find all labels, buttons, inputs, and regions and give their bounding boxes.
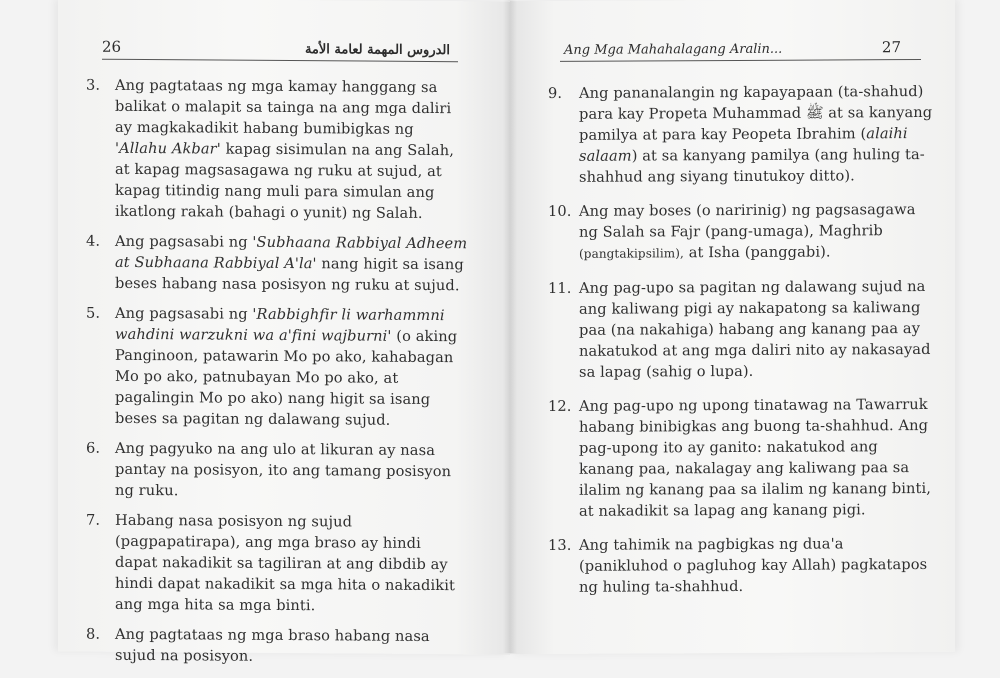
item-text: Ang pag-upo sa pagitan ng dalawang sujud na ang kaliwang pigi ay nakapatong sa kaliwang paa (na nakahiga) habang ang kanang paa ay nakatukod at ang mga daliri nito ay nakasayad sa lapag (sahig o lupa). [579, 277, 931, 381]
left-numbered-list [86, 75, 468, 678]
item-number: 8. [86, 625, 101, 643]
item-number: 7. [86, 511, 101, 529]
italic-text: alaihi salaam [579, 125, 908, 165]
right-page [510, 0, 955, 654]
list-item [86, 438, 468, 504]
right-page-header [560, 35, 921, 62]
list-item [548, 276, 936, 383]
item-text: nang higit sa isang beses habang nasa posisyon ng ruku at sujud. [115, 255, 464, 295]
item-number: 6. [86, 439, 101, 457]
italic-text: 'Allahu Akbar' [115, 139, 221, 158]
item-number: 9. [548, 84, 563, 102]
running-title: الدروس المهمة لعامة الأمة [304, 42, 450, 59]
item-number: 5. [86, 304, 101, 322]
list-item [86, 303, 468, 432]
item-text: Ang pagyuko na ang ulo at likuran ay nasa pantay na posisyon, ito ang tamang posisyon ng ruku. [115, 439, 452, 500]
list-item [86, 510, 468, 618]
item-number: 4. [86, 232, 101, 250]
left-page [58, 0, 510, 665]
list-item [86, 231, 468, 297]
list-item [86, 624, 468, 669]
item-number: 13. [548, 536, 572, 554]
item-text: Ang tahimik na pagbigkas ng dua'a (panikluhod o pagluhog kay Allah) pagkatapos ng huling ta-shahhud. [579, 535, 928, 596]
left-page-header [102, 35, 458, 62]
italic-text: 'Rabbighfir li warhammni wahdini warzukni wa a'fini wajburni' [115, 305, 445, 345]
item-text: Ang pagtataas ng mga braso habang nasa sujud na posisyon. [115, 625, 430, 665]
italic-text: 'Subhaana Rabbiyal Adheem at Subhaana Rabbiyal A'la' [115, 233, 468, 273]
item-number: 3. [86, 76, 101, 94]
item-text: Ang may boses (o naririnig) ng pagsasagawa ng Salah sa Fajr (pang-umaga), Maghrib [579, 201, 916, 241]
item-text: kapag sisimulan na ang Salah, at kapag magsasagawa ng ruku at sujud, at kapag titindig nang muli para simulan ang ikatlong rakah (bahagi o yunit) ng Salah. [115, 140, 454, 222]
item-text: Habang nasa posisyon ng sujud (pagpapatirapa), ang mga braso ay hindi dapat nakadikit sa tagiliran at ang dibdib ay hindi dapat nakadikit sa mga hita o nakadikit ang mga hita sa mga binti. [115, 511, 455, 615]
item-number: 10. [548, 202, 572, 220]
list-item [548, 533, 936, 598]
list-item [86, 75, 468, 225]
item-text: (pangtakipsilim), [579, 246, 684, 261]
item-text: Ang pananalangin ng kapayapaan (ta-shahud) para kay Propeta Muhammad ﷺ at sa kanyang pamilya at para kay Peopeta Ibrahim ( [579, 83, 933, 144]
item-text: Ang pag-upo ng upong tinatawag na Tawarruk habang binibigkas ang buong ta-shahhud. Ang pag-upong ito ay ganito: nakatukod ang kanang paa, nakalagay ang kaliwang paa sa ilalim ng kanang paa sa ilalim ng kanang binti, at nakadikit sa lapag ang kanang pigi. [579, 395, 931, 520]
item-text: Ang pagsasabi ng [115, 232, 253, 251]
list-item [548, 199, 936, 265]
page-number: 27 [881, 38, 901, 57]
book-gutter [503, 0, 517, 653]
item-number: 11. [548, 279, 572, 297]
item-text: ) at sa kanyang pamilya (ang huling ta-shahhud ang siyang tinutukoy ditto). [579, 145, 925, 186]
page-number: 26 [102, 37, 122, 56]
item-text: Ang pagsasabi ng [115, 304, 253, 323]
item-text: at Isha (panggabi). [683, 243, 831, 262]
list-item [548, 81, 936, 188]
list-item [548, 394, 936, 522]
right-numbered-list [548, 81, 936, 611]
item-text: Ang pagtataas ng mga kamay hanggang sa balikat o malapit sa tainga na ang mga daliri ay magkakadikit habang bumibigkas ng [115, 76, 452, 138]
running-title: Ang Mga Mahahalagang Aralin... [564, 41, 783, 58]
item-number: 12. [548, 397, 572, 415]
item-text: (o aking Panginoon, patawarin Mo po ako, kahabagan Mo po ako, patnubayan Mo po ako, at pagalingin Mo po ako) nang higit sa isang beses sa pagitan ng dalawang sujud. [115, 327, 458, 429]
